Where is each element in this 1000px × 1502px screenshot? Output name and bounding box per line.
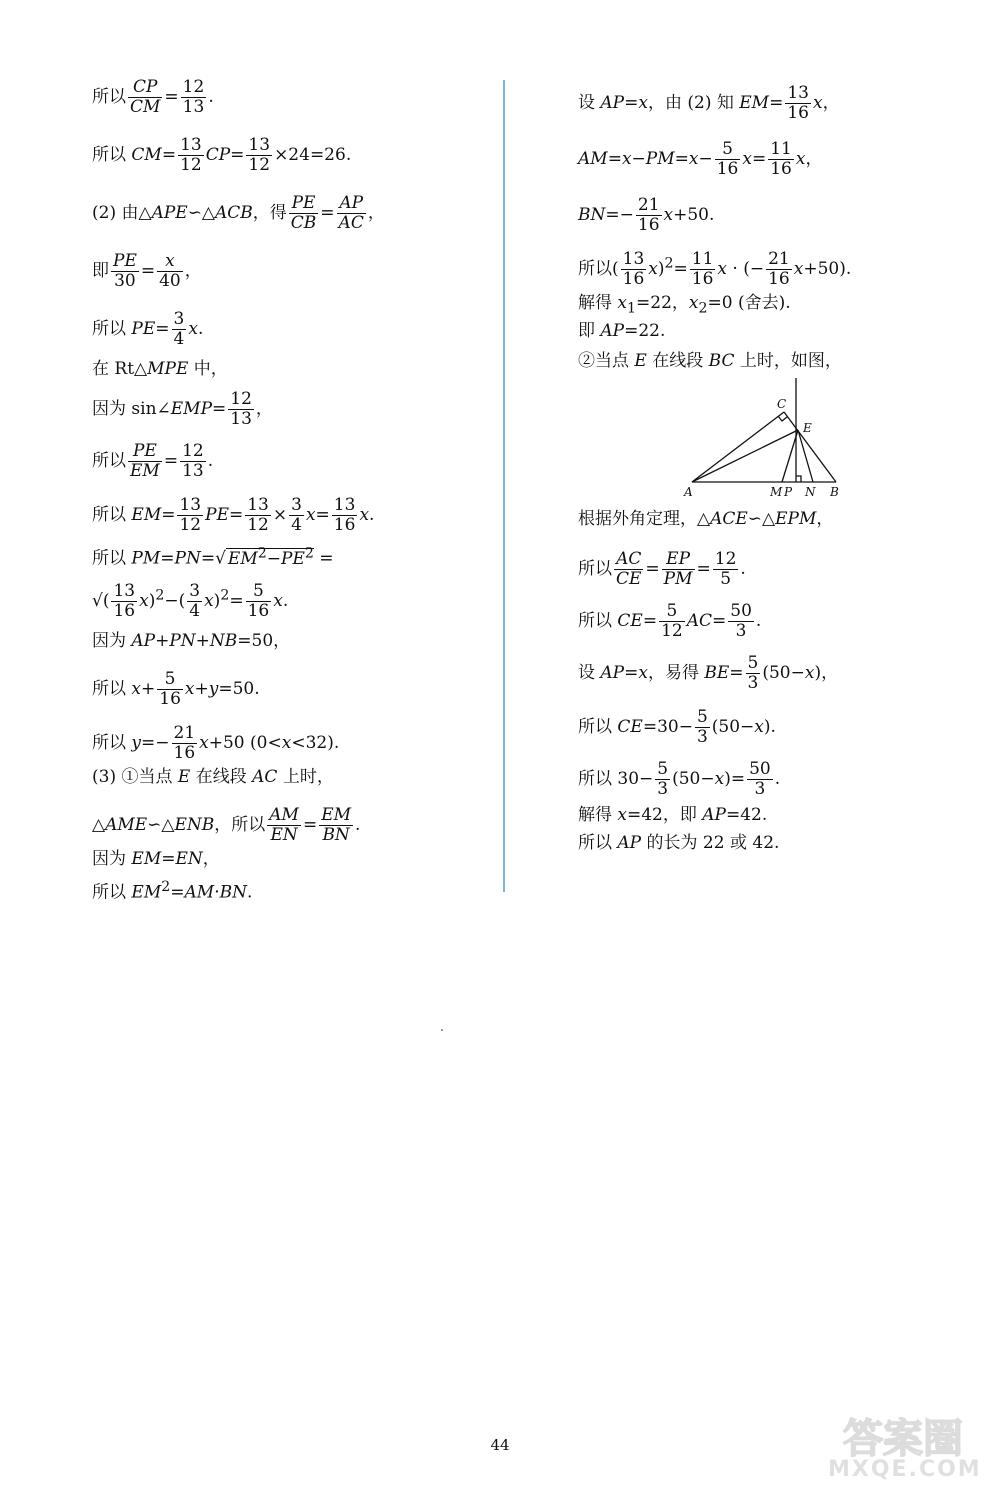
right-angle-mark-p [796,476,801,482]
eq-ce-expr: 所以 CE=30− $\frac{5}{3}$ (50−x). [578,707,776,747]
eq-em-value: 所以 EM= $\frac{13}{12}$ PE= $\frac{13}{12}$ × $\frac{3}{4}$ x= $\frac{13}{16}$ x. [92,495,375,535]
page-number: 44 [490,1436,510,1454]
segment-en [798,430,813,482]
segment-ae [692,430,798,482]
eq-pm-pn: 所以 PM=PN=√ $EM^2-PE^2$ = [92,545,334,569]
eq-solve-ce: 所以 30− $\frac{5}{3}$ (50−x)= $\frac{50}{3}$ . [578,759,781,799]
eq-be: 设 AP=x，易得 BE= $\frac{5}{3}$ (50−x)， [578,653,839,693]
eq-quadratic: 所以( $\frac{13}{16}$ x)$^2$= $\frac{11}{16}$ x · (− $\frac{21}{16}$ x+50). [578,249,852,289]
eq-x-42: 解得 x=42，即 AP=42. [578,805,768,825]
eq-sqrt-pm: √( $\frac{13}{16}$ x)$^2$−( $\frac{3}{4}$ x)$^2$= $\frac{5}{16}$ x. [92,581,289,621]
label-n: N [805,485,816,499]
eq-cp-cm: 所以 $\frac{CP}{CM}$ = $\frac{12}{13}$ . [92,77,214,117]
text-case-ac: (3) ①当点 E 在线段 AC 上时， [92,767,334,787]
label-m: M [770,485,783,499]
label-p: P [784,485,793,499]
eq-similar-ape-acb: (2) 由△APE∽△ACB，得 $\frac{PE}{CB}$ = $\frac{AP}{AC}$ ， [92,193,385,233]
label-e: E [803,421,812,435]
eq-similar-ame-enb: △AME∽△ENB，所以 $\frac{AM}{EN}$ = $\frac{EM}{BN}$ . [92,805,361,845]
svg-text:答案圈: 答案圈 [843,1416,963,1462]
column-divider [503,80,505,892]
text-final-answer: 所以 AP 的长为 22 或 42. [578,833,780,853]
segment-ac [692,412,784,482]
right-angle-mark-c [778,416,787,421]
eq-set-ap: 设 AP=x，由 (2) 知 EM= $\frac{13}{16}$ x， [578,83,840,123]
eq-sin-emp: 因为 sin∠EMP= $\frac{12}{13}$ ， [92,389,273,429]
eq-x-y-50: 所以 x+ $\frac{5}{16}$ x+y=50. [92,669,260,709]
eq-em-squared: 所以 $EM^2=AM\cdot BN$. [92,879,253,903]
eq-em-en: 因为 EM=EN， [92,849,220,869]
eq-y-function: 所以 y=− $\frac{21}{16}$ x+50 (0<x<32). [92,723,340,763]
watermark-logo [828,1408,982,1488]
eq-pe-em: 所以 $\frac{PE}{EM}$ = $\frac{12}{13}$ . [92,441,214,481]
label-b: B [830,485,839,499]
eq-ap-22: 即 AP=22. [578,321,666,341]
eq-am: AM=x−PM=x− $\frac{5}{16}$ x= $\frac{11}{16}$ x， [578,139,823,179]
watermark-url: MXQE.COM [828,1457,982,1482]
geometry-figure [680,374,850,500]
stray-dot [441,1029,443,1031]
label-c: C [777,397,787,411]
text-case-bc: ②当点 E 在线段 BC 上时，如图， [578,351,842,371]
watermark-glyph-icon [828,1408,978,1464]
eq-pe-value: 所以 PE= $\frac{3}{4}$ x. [92,309,204,349]
eq-sum-50: 因为 AP+PN+NB=50， [92,631,291,651]
eq-solve-x: 解得 $x_1=22$，$x_2=0$ (舍去). [578,293,791,317]
eq-cm-value: 所以 CM= $\frac{13}{12}$ CP= $\frac{13}{12}$ ×24=26. [92,135,352,175]
text-in-rt-mpe: 在 Rt△MPE 中， [92,359,228,379]
eq-pe-30: 即 $\frac{PE}{30}$ = $\frac{x}{40}$ ， [92,251,202,291]
eq-bn: BN=− $\frac{21}{16}$ x+50. [578,195,715,235]
eq-ce-value: 所以 CE= $\frac{5}{12}$ AC= $\frac{50}{3}$ . [578,601,762,641]
eq-ac-ce: 所以 $\frac{AC}{CE}$ = $\frac{EP}{PM}$ = $\frac{12}{5}$ . [578,549,746,589]
text-exterior-angle: 根据外角定理，△ACE∽△EPM， [578,509,834,529]
label-a: A [684,485,693,499]
